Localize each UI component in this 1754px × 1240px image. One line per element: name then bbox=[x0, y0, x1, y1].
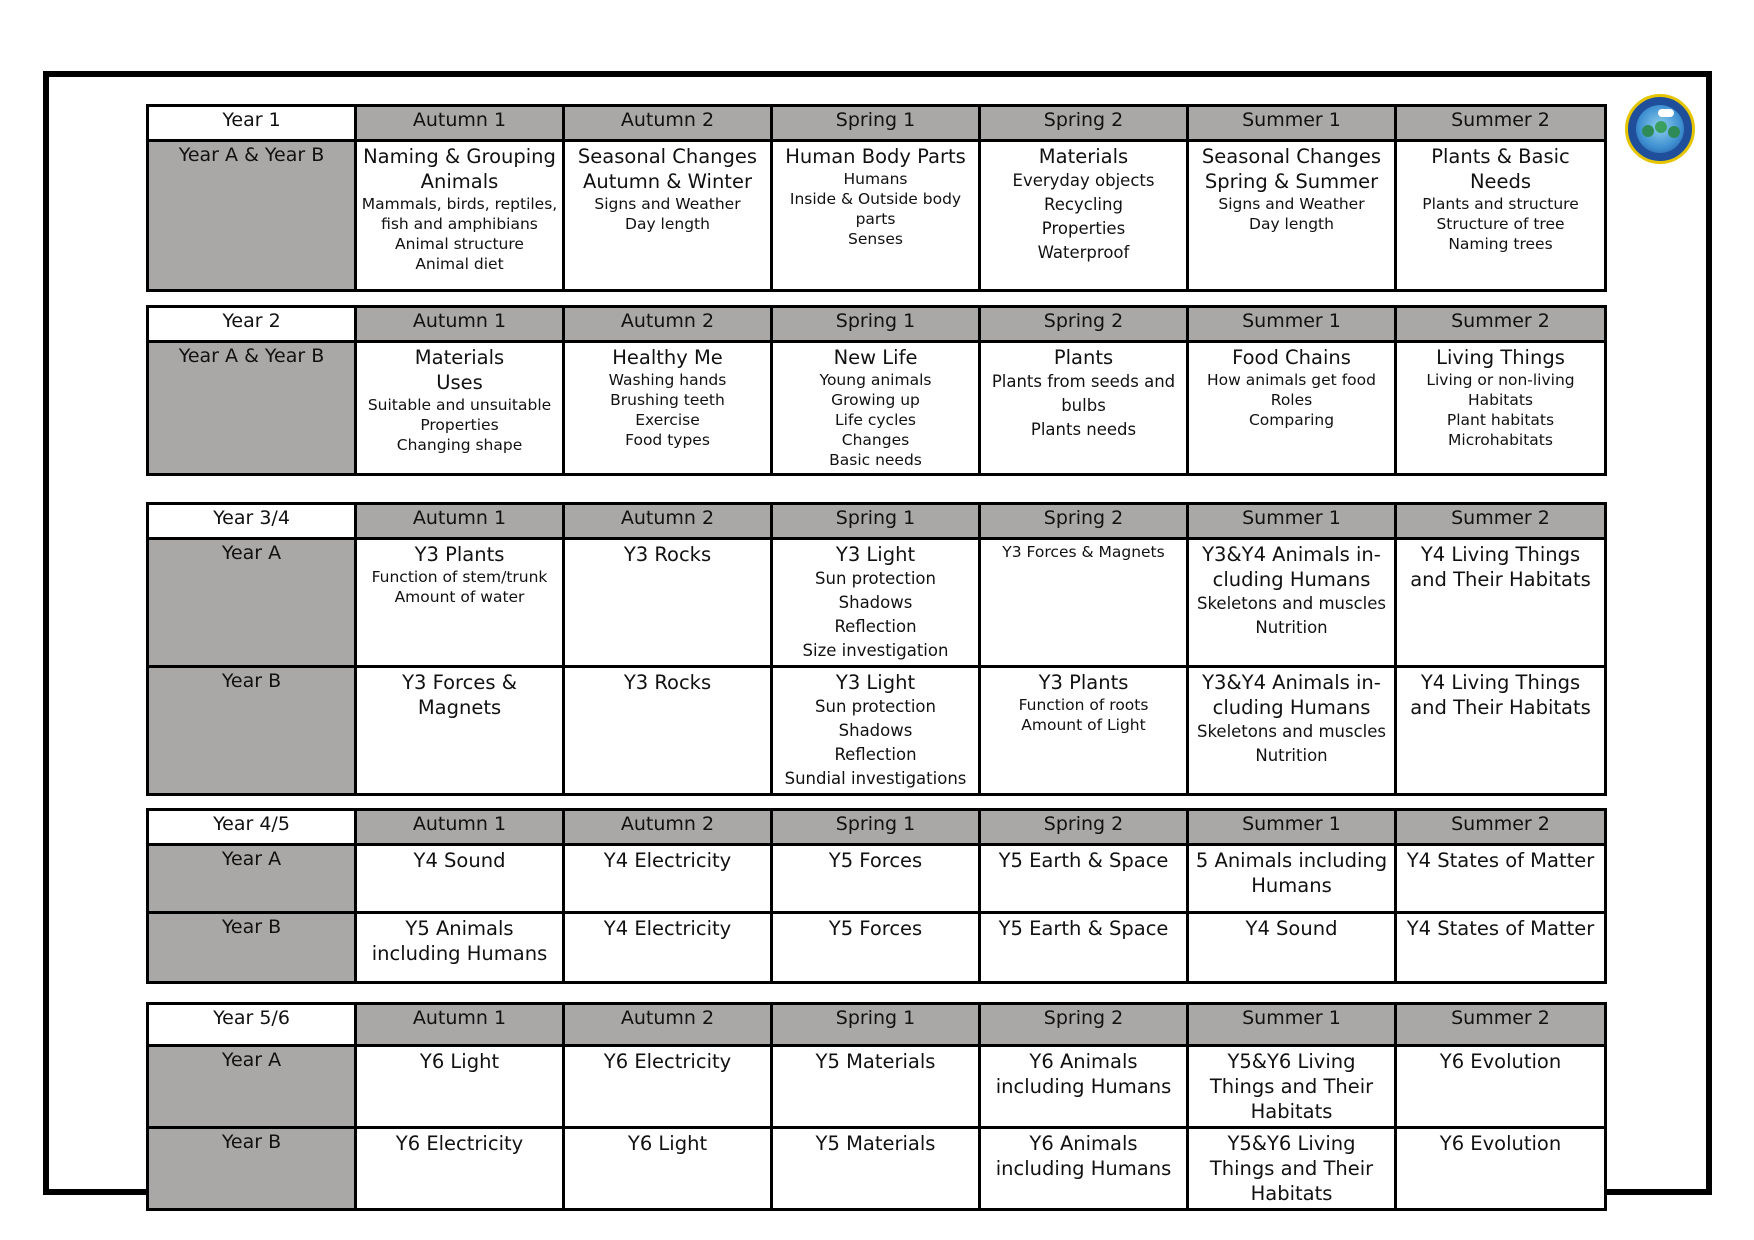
term-header: Autumn 1 bbox=[356, 307, 564, 342]
topic-subitem: Life cycles bbox=[835, 411, 916, 429]
topic-subitem: Plants from seeds and bulbs bbox=[991, 372, 1176, 415]
topic-title: Y6 Animals including Humans bbox=[995, 1132, 1172, 1180]
year-table bbox=[146, 305, 1607, 476]
term-header: Spring 1 bbox=[772, 504, 980, 539]
topic-cell bbox=[356, 141, 564, 291]
topic-cell bbox=[980, 342, 1188, 475]
topic-subitem: Sundial investigations bbox=[784, 769, 967, 788]
topic-cell bbox=[772, 539, 980, 667]
topic-title: Y6 Electricity bbox=[603, 1050, 732, 1073]
topic-cell bbox=[356, 342, 564, 475]
topic-title: Y3 Forces & Magnets bbox=[1002, 543, 1165, 561]
topic-cell bbox=[356, 1046, 564, 1128]
topic-title: Plants bbox=[1053, 346, 1114, 369]
table-row bbox=[148, 141, 1606, 291]
topic-subitem: Function of roots bbox=[1018, 696, 1149, 714]
topic-subitem: Function of stem/trunk bbox=[371, 568, 548, 586]
topic-title: Y5 Forces bbox=[828, 849, 923, 872]
topic-title: Y5 Animals including Humans bbox=[371, 917, 548, 965]
topic-cell bbox=[564, 667, 772, 795]
term-header: Spring 2 bbox=[980, 307, 1188, 342]
topic-title: Y3 Light bbox=[835, 543, 916, 566]
topic-subitem: Uses bbox=[436, 371, 483, 394]
topic-cell bbox=[980, 141, 1188, 291]
topic-title: Y5&Y6 Living Things and Their Habitats bbox=[1209, 1132, 1374, 1205]
table-row bbox=[148, 1128, 1606, 1210]
topic-subitem: Amount of water bbox=[394, 588, 525, 606]
table-row bbox=[148, 342, 1606, 475]
topic-subitem: Waterproof bbox=[1037, 243, 1130, 262]
topic-cell bbox=[1396, 1128, 1606, 1210]
topic-title: Y3 Plants bbox=[1038, 671, 1129, 694]
topic-subitem: Day length bbox=[625, 215, 710, 233]
topic-title: Y6 Evolution bbox=[1439, 1050, 1562, 1073]
term-header: Spring 1 bbox=[772, 1004, 980, 1046]
topic-subitem: Suitable and unsuitable bbox=[367, 396, 552, 414]
topic-cell bbox=[564, 342, 772, 475]
year-title: Year 1 bbox=[148, 106, 356, 141]
topic-subitem: Signs and Weather bbox=[594, 195, 741, 213]
term-header: Spring 2 bbox=[980, 1004, 1188, 1046]
year-table bbox=[146, 1002, 1607, 1211]
term-header: Autumn 2 bbox=[564, 307, 772, 342]
term-header: Spring 2 bbox=[980, 106, 1188, 141]
topic-subitem: Habitats bbox=[1467, 391, 1534, 409]
topic-subitem: Plants and structure bbox=[1422, 195, 1579, 213]
topic-title: Materials bbox=[414, 346, 505, 369]
topic-cell bbox=[980, 1046, 1188, 1128]
topic-title: Y4 Sound bbox=[1245, 917, 1338, 940]
topic-title: Naming & Grouping Animals bbox=[363, 145, 556, 193]
term-header: Spring 1 bbox=[772, 810, 980, 845]
term-header: Autumn 2 bbox=[564, 106, 772, 141]
row-label: Year A bbox=[148, 539, 356, 667]
topic-cell bbox=[1396, 1046, 1606, 1128]
topic-cell bbox=[1396, 913, 1606, 983]
term-header: Autumn 2 bbox=[564, 504, 772, 539]
topic-title: Human Body Parts bbox=[785, 145, 966, 168]
term-header: Summer 1 bbox=[1188, 106, 1396, 141]
topic-subitem: Naming trees bbox=[1448, 235, 1553, 253]
topic-subitem: Reflection bbox=[834, 745, 917, 764]
topic-subitem: Recycling bbox=[1044, 195, 1123, 214]
term-header: Spring 1 bbox=[772, 106, 980, 141]
topic-subitem: Sun protection bbox=[815, 569, 936, 588]
topic-subitem: Food types bbox=[625, 431, 710, 449]
topic-subitem: Animal diet bbox=[415, 255, 504, 273]
topic-subitem: Washing hands bbox=[608, 371, 727, 389]
topic-title: Y4 Sound bbox=[413, 849, 506, 872]
topic-title: Y3 Rocks bbox=[623, 671, 712, 694]
topic-subitem: Plant habitats bbox=[1446, 411, 1555, 429]
topic-subitem: Microhabitats bbox=[1448, 431, 1553, 449]
topic-title: Plants & Basic Needs bbox=[1431, 145, 1570, 193]
topic-cell bbox=[980, 913, 1188, 983]
term-header: Spring 2 bbox=[980, 810, 1188, 845]
row-label: Year A & Year B bbox=[148, 342, 356, 475]
table-row bbox=[148, 667, 1606, 795]
term-header: Summer 2 bbox=[1396, 1004, 1606, 1046]
row-label: Year B bbox=[148, 667, 356, 795]
topic-title: Y5 Forces bbox=[828, 917, 923, 940]
topic-title: Y6 Electricity bbox=[395, 1132, 524, 1155]
term-header: Summer 2 bbox=[1396, 106, 1606, 141]
topic-subitem: Senses bbox=[848, 230, 903, 248]
term-header: Summer 1 bbox=[1188, 1004, 1396, 1046]
table-row bbox=[148, 1046, 1606, 1128]
topic-subitem: Skeletons and muscles bbox=[1196, 594, 1386, 613]
year-title: Year 5/6 bbox=[148, 1004, 356, 1046]
table-row bbox=[148, 539, 1606, 667]
year-title: Year 4/5 bbox=[148, 810, 356, 845]
topic-cell bbox=[772, 342, 980, 475]
topic-cell bbox=[1188, 342, 1396, 475]
topic-subitem: Changing shape bbox=[396, 436, 523, 454]
topic-title: Y6 Evolution bbox=[1439, 1132, 1562, 1155]
row-label: Year B bbox=[148, 1128, 356, 1210]
topic-cell bbox=[1396, 342, 1606, 475]
topic-title: Y4 Electricity bbox=[603, 917, 732, 940]
topic-cell bbox=[980, 1128, 1188, 1210]
topic-subitem: Comparing bbox=[1248, 411, 1335, 429]
term-header: Summer 1 bbox=[1188, 810, 1396, 845]
topic-cell bbox=[1188, 667, 1396, 795]
topic-cell bbox=[772, 667, 980, 795]
topic-cell bbox=[356, 667, 564, 795]
topic-cell bbox=[1396, 539, 1606, 667]
topic-cell bbox=[980, 845, 1188, 913]
topic-cell bbox=[1396, 667, 1606, 795]
topic-title: Food Chains bbox=[1232, 346, 1351, 369]
topic-subitem: Mammals, birds, reptiles, fish and amphibians bbox=[361, 195, 558, 233]
topic-subitem: Shadows bbox=[838, 721, 913, 740]
topic-subitem: Nutrition bbox=[1255, 618, 1328, 637]
topic-title: Y3 Forces & Magnets bbox=[402, 671, 517, 719]
term-header: Autumn 1 bbox=[356, 106, 564, 141]
topic-cell bbox=[1396, 845, 1606, 913]
term-header: Summer 2 bbox=[1396, 504, 1606, 539]
topic-cell bbox=[564, 141, 772, 291]
topic-cell bbox=[980, 539, 1188, 667]
topic-subitem: Shadows bbox=[838, 593, 913, 612]
topic-cell bbox=[356, 913, 564, 983]
row-label: Year B bbox=[148, 913, 356, 983]
topic-subitem: Roles bbox=[1270, 391, 1313, 409]
topic-subitem: Size investigation bbox=[802, 641, 949, 660]
topic-subitem: Basic needs bbox=[829, 451, 922, 469]
topic-title: Y6 Animals including Humans bbox=[995, 1050, 1172, 1098]
topic-title: Materials bbox=[1038, 145, 1129, 168]
topic-subitem: Skeletons and muscles bbox=[1196, 722, 1386, 741]
topic-subitem: Humans bbox=[843, 170, 908, 188]
topic-title: Y3 Plants bbox=[414, 543, 505, 566]
term-header: Autumn 1 bbox=[356, 504, 564, 539]
topic-title: Y5 Earth & Space bbox=[998, 917, 1169, 940]
topic-cell bbox=[1188, 845, 1396, 913]
topic-subitem: Changes bbox=[841, 431, 910, 449]
topic-subitem: Living or non-living bbox=[1426, 371, 1575, 389]
topic-subitem: Nutrition bbox=[1255, 746, 1328, 765]
topic-cell bbox=[772, 1128, 980, 1210]
topic-subitem: Sun protection bbox=[815, 697, 936, 716]
topic-subitem: Exercise bbox=[635, 411, 700, 429]
topic-title: Y5 Materials bbox=[815, 1050, 936, 1073]
topic-subitem: Day length bbox=[1249, 215, 1334, 233]
row-label: Year A & Year B bbox=[148, 141, 356, 291]
topic-title: Healthy Me bbox=[612, 346, 723, 369]
year-table bbox=[146, 808, 1607, 984]
topic-title: Y5 Materials bbox=[815, 1132, 936, 1155]
topic-title: Y3 Light bbox=[835, 671, 916, 694]
table-row bbox=[148, 845, 1606, 913]
term-header: Summer 1 bbox=[1188, 504, 1396, 539]
row-label: Year A bbox=[148, 1046, 356, 1128]
topic-subitem: Properties bbox=[1041, 219, 1126, 238]
topic-subitem: Signs and Weather bbox=[1218, 195, 1365, 213]
topic-subitem: Properties bbox=[420, 416, 499, 434]
topic-subitem: Amount of Light bbox=[1021, 716, 1146, 734]
topic-title: 5 Animals including Humans bbox=[1195, 849, 1388, 897]
table-row bbox=[148, 913, 1606, 983]
term-header: Summer 1 bbox=[1188, 307, 1396, 342]
topic-title: Y6 Light bbox=[419, 1050, 500, 1073]
topic-title: New Life bbox=[833, 346, 918, 369]
topic-title: Y3&Y4 Animals in-cluding Humans bbox=[1202, 671, 1381, 719]
topic-cell bbox=[772, 141, 980, 291]
topic-title: Y4 States of Matter bbox=[1406, 917, 1595, 940]
term-header: Summer 2 bbox=[1396, 307, 1606, 342]
topic-subitem: Growing up bbox=[831, 391, 920, 409]
topic-title: Y4 Electricity bbox=[603, 849, 732, 872]
term-header: Autumn 1 bbox=[356, 1004, 564, 1046]
topic-subitem: How animals get food bbox=[1207, 371, 1376, 389]
topic-title: Y4 Living Things and Their Habitats bbox=[1410, 543, 1591, 591]
topic-cell bbox=[772, 913, 980, 983]
topic-cell bbox=[564, 1128, 772, 1210]
topic-cell bbox=[1188, 1046, 1396, 1128]
year-table bbox=[146, 502, 1607, 796]
topic-title: Y3 Rocks bbox=[623, 543, 712, 566]
year-title: Year 2 bbox=[148, 307, 356, 342]
topic-cell bbox=[1396, 141, 1606, 291]
year-table bbox=[146, 104, 1607, 292]
topic-cell bbox=[1188, 1128, 1396, 1210]
topic-subitem: Structure of tree bbox=[1436, 215, 1565, 233]
topic-cell bbox=[564, 539, 772, 667]
topic-title: Y3&Y4 Animals in-cluding Humans bbox=[1202, 543, 1381, 591]
topic-subitem: Everyday objects bbox=[1012, 171, 1155, 190]
topic-cell bbox=[1188, 141, 1396, 291]
topic-cell bbox=[1188, 539, 1396, 667]
term-header: Summer 2 bbox=[1396, 810, 1606, 845]
topic-cell bbox=[564, 913, 772, 983]
topic-subitem: Inside & Outside body parts bbox=[789, 190, 962, 228]
topic-title: Seasonal Changes Autumn & Winter bbox=[577, 145, 758, 193]
topic-cell bbox=[772, 845, 980, 913]
topic-title: Y4 Living Things and Their Habitats bbox=[1410, 671, 1591, 719]
topic-title: Y5&Y6 Living Things and Their Habitats bbox=[1209, 1050, 1374, 1123]
topic-title: Seasonal Changes Spring & Summer bbox=[1201, 145, 1382, 193]
topic-cell bbox=[564, 845, 772, 913]
term-header: Autumn 2 bbox=[564, 1004, 772, 1046]
term-header: Autumn 2 bbox=[564, 810, 772, 845]
topic-cell bbox=[980, 667, 1188, 795]
term-header: Spring 2 bbox=[980, 504, 1188, 539]
topic-title: Y4 States of Matter bbox=[1406, 849, 1595, 872]
topic-cell bbox=[356, 1128, 564, 1210]
topic-cell bbox=[356, 539, 564, 667]
topic-title: Y6 Light bbox=[627, 1132, 708, 1155]
topic-subitem: Young animals bbox=[819, 371, 932, 389]
topic-cell bbox=[564, 1046, 772, 1128]
topic-subitem: Brushing teeth bbox=[610, 391, 725, 409]
topic-subitem: Plants needs bbox=[1030, 420, 1137, 439]
topic-title: Living Things bbox=[1436, 346, 1565, 369]
year-title: Year 3/4 bbox=[148, 504, 356, 539]
row-label: Year A bbox=[148, 845, 356, 913]
term-header: Spring 1 bbox=[772, 307, 980, 342]
topic-cell bbox=[356, 845, 564, 913]
topic-cell bbox=[772, 1046, 980, 1128]
term-header: Autumn 1 bbox=[356, 810, 564, 845]
topic-cell bbox=[1188, 913, 1396, 983]
topic-subitem: Animal structure bbox=[395, 235, 524, 253]
topic-title: Y5 Earth & Space bbox=[998, 849, 1169, 872]
school-logo-icon bbox=[1625, 94, 1695, 164]
topic-subitem: Reflection bbox=[834, 617, 917, 636]
